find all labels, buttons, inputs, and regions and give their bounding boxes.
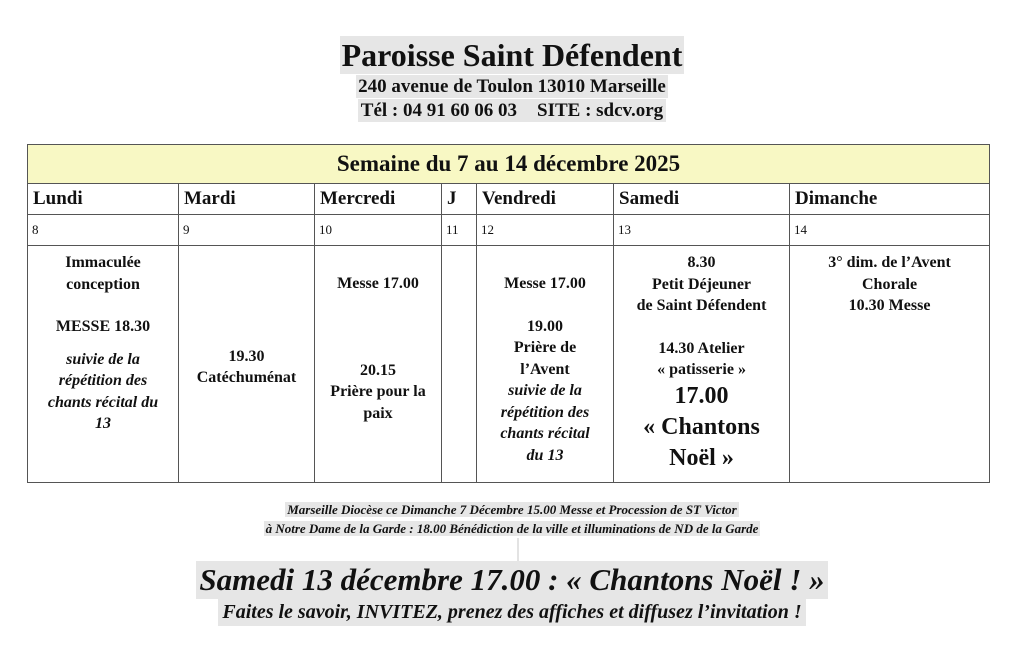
tuesday-line: Catéchuménat [196,369,297,386]
date-tuesday: 9 [179,215,315,246]
parish-title: Paroisse Saint Défendent [341,37,683,73]
diocese-line-1: Marseille Diocèse ce Dimanche 7 Décembre 15.00 Messe et Procession de ST Victor [287,502,737,517]
day-header-thursday: J [442,184,477,215]
date-friday: 12 [477,215,614,246]
day-header-wednesday: Mercredi [315,184,442,215]
wednesday-line: Messe 17.00 [337,275,419,292]
friday-line: suivie de la [508,382,582,399]
day-header-friday: Vendredi [477,184,614,215]
diocese-notice [0,500,1024,538]
wednesday-line: Prière pour la [330,383,426,400]
monday-line: MESSE 18.30 [55,318,151,335]
date-wednesday: 10 [315,215,442,246]
saturday-line: 8.30 [687,254,716,271]
friday-line: 19.00 [527,317,563,335]
monday-line: chants récital du [47,393,159,411]
friday-line: du 13 [526,446,564,464]
saturday-line: Petit Déjeuner [651,275,752,293]
monday-line: conception [66,275,140,293]
event-banner [0,561,1024,626]
parish-site: SITE : sdcv.org [537,100,664,121]
saturday-line: 17.00 [674,382,729,409]
diocese-line-2: à Notre Dame de la Garde : 18.00 Bénédiction de la ville et illuminations de ND de la Garde [265,521,759,536]
date-sunday: 14 [790,215,990,246]
saturday-line: Noël » [669,444,734,471]
sunday-line: 10.30 Messe [848,297,931,314]
monday-line: Immaculée [65,254,141,271]
monday-line: suivie de la [66,350,140,368]
day-header-monday: Lundi [28,184,179,215]
friday-line: répétition des [500,403,590,421]
parish-phone: Tél : 04 91 60 06 03 [360,100,518,121]
day-header-tuesday: Mardi [179,184,315,215]
events-tuesday [179,246,315,483]
event-title: Samedi 13 décembre 17.00 : « Chantons Noël ! » [196,561,827,599]
monday-line: 13 [95,415,111,432]
wednesday-line: 20.15 [360,361,396,379]
parish-header [0,36,1024,122]
date-thursday: 11 [442,215,477,246]
saturday-line: « patisserie » [657,361,746,378]
parish-contact [358,99,666,122]
events-wednesday [315,246,442,483]
events-sunday [790,246,990,483]
events-thursday [442,246,477,483]
day-header-saturday: Samedi [614,184,790,215]
sunday-line: Chorale [861,275,918,293]
divider [517,538,519,562]
friday-line: Messe 17.00 [504,275,586,292]
events-saturday [614,246,790,483]
wednesday-line: paix [363,404,393,422]
friday-line: Prière de [513,339,577,356]
events-friday [477,246,614,483]
week-title: Semaine du 7 au 14 décembre 2025 [28,145,990,184]
date-monday: 8 [28,215,179,246]
saturday-line: 14.30 Atelier [658,339,745,357]
day-header-sunday: Dimanche [790,184,990,215]
friday-line: chants récital [500,425,590,442]
saturday-line: de Saint Défendent [636,297,767,314]
sunday-line: 3° dim. de l’Avent [828,254,951,271]
date-saturday: 13 [614,215,790,246]
tuesday-line: 19.30 [228,347,265,365]
weekly-schedule-table [27,144,990,483]
parish-address: 240 avenue de Toulon 13010 Marseille [358,76,666,97]
friday-line: l’Avent [520,360,570,378]
monday-line: répétition des [58,372,148,389]
saturday-line: « Chantons [643,413,760,440]
events-monday [28,246,179,483]
invite-text: Faites le savoir, INVITEZ, prenez des affiches et diffusez l’invitation ! [218,599,805,626]
